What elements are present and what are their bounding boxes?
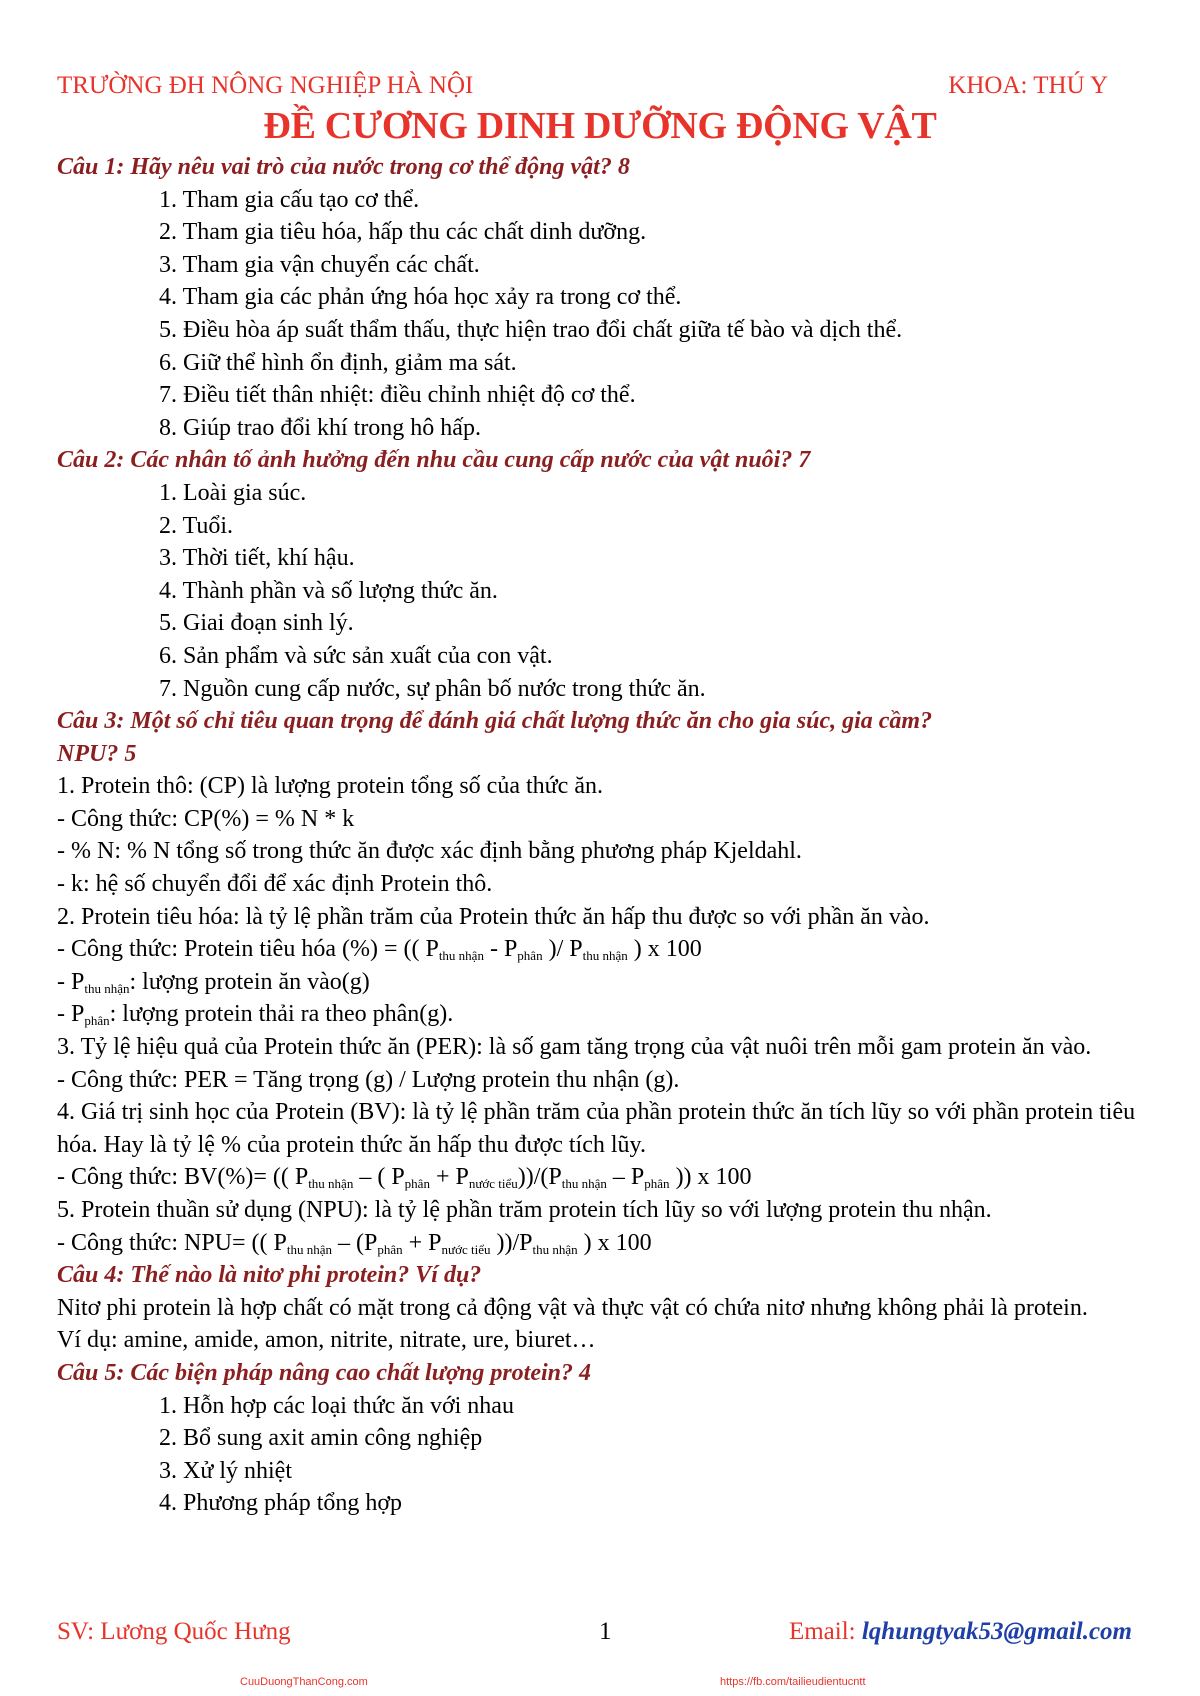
page-footer [57, 1618, 1132, 1654]
list-item: 3. Tham gia vận chuyển các chất. [159, 251, 480, 278]
formula-line: - Công thức: BV(%)= (( $P_{thu nhận}$ – ( $P_{phân} + P_{nước tiểu}))/(P_{thu nhận} - P_{phân}$ )) x 100 [57, 1164, 752, 1192]
question-3-line-1: Câu 3: Một số chỉ tiêu quan trọng để đánh giá chất lượng thức ăn cho gia súc, gia cầm? [57, 708, 933, 735]
formula-line: - Công thức: CP(%) = % N * k [57, 805, 355, 832]
document-title: ĐỀ CƯƠNG DINH DƯỠNG ĐỘNG VẬT [263, 105, 937, 147]
list-item: 1. Loài gia súc. [159, 479, 307, 506]
formula-line: - Công thức: Protein tiêu hóa (%) = (( $P_{thu nhận} - P_{phân}$ )/ $P_{thu nhận}$ ) x 100 [57, 936, 702, 964]
paragraph: - k: hệ số chuyển đổi để xác định Protein thô. [57, 871, 493, 898]
list-item: 2. Tuổi. [159, 512, 234, 539]
paragraph: 5. Protein thuần sử dụng (NPU): là tỷ lệ phần trăm protein tích lũy so với lượng protein thu nhận. [57, 1197, 992, 1223]
list-item: 5. Giai đoạn sinh lý. [159, 610, 354, 637]
school-name: TRƯỜNG ĐH NÔNG NGHIỆP HÀ NỘI [57, 72, 474, 99]
list-item: 8. Giúp trao đổi khí trong hô hấp. [159, 414, 481, 441]
question-3-line-2: NPU? 5 [57, 740, 137, 767]
source-note-left[interactable]: CuuDuongThanCong.com [240, 1676, 368, 1688]
question-2: Câu 2: Các nhân tố ảnh hưởng đến nhu cầu cung cấp nước của vật nuôi? 7 [57, 447, 811, 474]
paragraph: 3. Tỷ lệ hiệu quả của Protein thức ăn (PER): là số gam tăng trọng của vật nuôi trên mỗi gam protein ăn vào. [57, 1034, 1092, 1061]
list-item: 6. Sản phẩm và sức sản xuất của con vật. [159, 642, 553, 669]
list-item: 7. Điều tiết thân nhiệt: điều chỉnh nhiệt độ cơ thể. [159, 382, 636, 409]
list-item: 3. Thời tiết, khí hậu. [159, 545, 355, 572]
page-header [57, 72, 1108, 106]
list-item: 7. Nguồn cung cấp nước, sự phân bố nước trong thức ăn. [159, 675, 706, 702]
paragraph: 2. Protein tiêu hóa: là tỷ lệ phần trăm của Protein thức ăn hấp thu được so với phần ăn vào. [57, 903, 930, 930]
paragraph: Ví dụ: amine, amide, amon, nitrite, nitrate, ure, biuret… [57, 1327, 596, 1354]
paragraph: 4. Giá trị sinh học của Protein (BV): là tỷ lệ phần trăm của phần protein thức ăn tích lũy so với phần protein tiêu hóa. Hay là tỷ lệ % của protein thức ăn hấp thu được tích lũy. [57, 1099, 1136, 1158]
email-link[interactable]: lqhungtyak53@gmail.com [861, 1618, 1132, 1645]
list-item: 2. Tham gia tiêu hóa, hấp thu các chất dinh dưỡng. [159, 219, 647, 246]
list-item: 4. Thành phần và số lượng thức ăn. [159, 577, 498, 604]
list-item: 6. Giữ thể hình ổn định, giảm ma sát. [159, 349, 517, 376]
list-item: 1. Tham gia cấu tạo cơ thể. [159, 186, 420, 213]
question-4: Câu 4: Thế nào là nitơ phi protein? Ví dụ? [57, 1262, 482, 1289]
faculty-name: KHOA: THÚ Y [948, 72, 1108, 99]
list-item: 2. Bổ sung axit amin công nghiệp [159, 1425, 483, 1452]
page-number: 1 [599, 1618, 612, 1645]
definition-line: - $P_{thu nhận}$: lượng protein ăn vào(g) [57, 968, 370, 996]
question-1: Câu 1: Hãy nêu vai trò của nước trong cơ thể động vật? 8 [57, 154, 630, 180]
formula-line: - Công thức: NPU= (( $P_{thu nhận} - (P_{phân} + P_{nước tiểu}$ ))$/P_{thu nhận}$ ) x 100 [57, 1229, 652, 1257]
student-name: SV: Lương Quốc Hưng [57, 1618, 291, 1645]
email-label: Email: [788, 1618, 862, 1645]
list-item: 4. Tham gia các phản ứng hóa học xảy ra trong cơ thể. [159, 284, 682, 311]
question-3 [57, 705, 1147, 770]
list-item: 1. Hỗn hợp các loại thức ăn với nhau [159, 1392, 514, 1419]
document-body [57, 151, 1147, 1520]
paragraph: Nitơ phi protein là hợp chất có mặt trong cả động vật và thực vật có chứa nitơ nhưng không phải là protein. [57, 1294, 1088, 1321]
paragraph: - % N: % N tổng số trong thức ăn được xác định bằng phương pháp Kjeldahl. [57, 838, 802, 865]
question-5: Câu 5: Các biện pháp nâng cao chất lượng protein? 4 [57, 1359, 591, 1386]
source-note-right[interactable]: https://fb.com/tailieudientucntt [720, 1676, 866, 1688]
list-item: 4. Phương pháp tổng hợp [159, 1490, 403, 1517]
list-item: 5. Điều hòa áp suất thẩm thấu, thực hiện trao đổi chất giữa tế bào và dịch thể. [159, 316, 903, 343]
definition-line: - $P_{phân}$: lượng protein thải ra theo phân(g). [57, 1001, 454, 1029]
list-item: 3. Xử lý nhiệt [159, 1457, 292, 1484]
formula-line: - Công thức: PER = Tăng trọng (g) / Lượng protein thu nhận (g). [57, 1066, 680, 1093]
paragraph: 1. Protein thô: (CP) là lượng protein tổng số của thức ăn. [57, 773, 603, 800]
email-line [789, 1618, 1132, 1646]
